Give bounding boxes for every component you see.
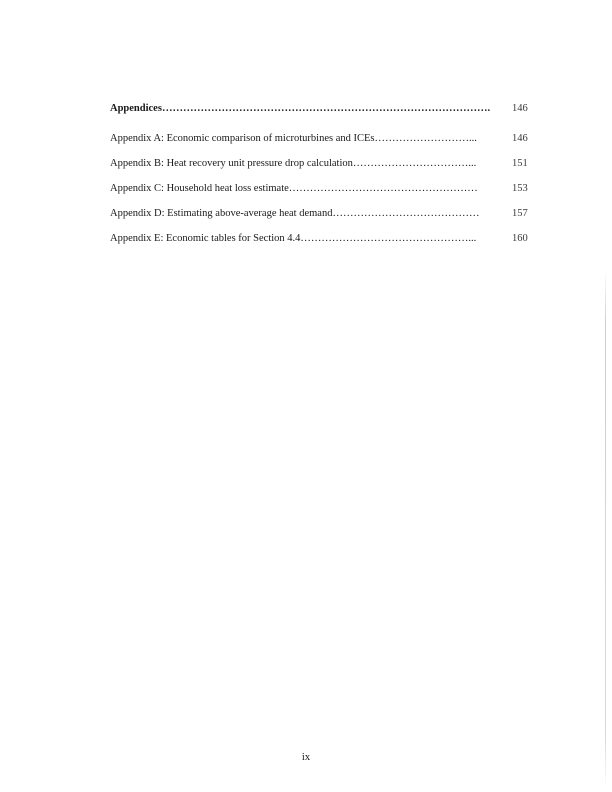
toc-entry-appendix-c (110, 183, 530, 208)
toc-entry-title: Appendices (110, 103, 162, 114)
toc-entry-text (110, 158, 502, 170)
toc-entry-leader: ……………………………... (352, 158, 477, 169)
toc-entry-leader: …………………………………………... (300, 233, 477, 244)
toc-page-number: 151 (512, 158, 528, 169)
toc-entry-text (110, 183, 502, 195)
toc-entry-appendix-b (110, 158, 530, 183)
toc-entry-appendix-a (110, 133, 530, 158)
toc-entry-title: Appendix B: Heat recovery unit pressure drop calculation (110, 158, 353, 169)
toc-entry-text (110, 103, 502, 115)
toc-page-number: 157 (512, 208, 528, 219)
toc-page-number: 153 (512, 183, 528, 194)
toc-page-number: 146 (512, 133, 528, 144)
toc-entry-leader: …………………………………………………………………………………. (161, 103, 491, 114)
toc-entry-appendix-e (110, 233, 530, 258)
toc-page-number: 160 (512, 233, 528, 244)
toc-entry-leader: ………………………... (374, 133, 477, 144)
toc-entry-text (110, 233, 502, 245)
toc-entry-title: Appendix E: Economic tables for Section 4.4 (110, 233, 301, 244)
toc-entry-text (110, 133, 502, 145)
scan-edge-line (605, 270, 606, 790)
page-footer-number: ix (301, 752, 311, 763)
toc-entry-leader: …………………………………… (332, 208, 480, 219)
toc-entry-text (110, 208, 502, 220)
toc-entry-appendices (110, 103, 530, 133)
toc-page-number: 146 (512, 103, 528, 114)
toc-entry-title: Appendix C: Household heat loss estimate (110, 183, 289, 194)
toc-entry-leader: ……………………………………………… (288, 183, 478, 194)
toc-entry-appendix-d (110, 208, 530, 233)
table-of-contents (110, 103, 530, 258)
toc-entry-title: Appendix D: Estimating above-average heat demand (110, 208, 333, 219)
toc-entry-title: Appendix A: Economic comparison of microturbines and ICEs (110, 133, 375, 144)
